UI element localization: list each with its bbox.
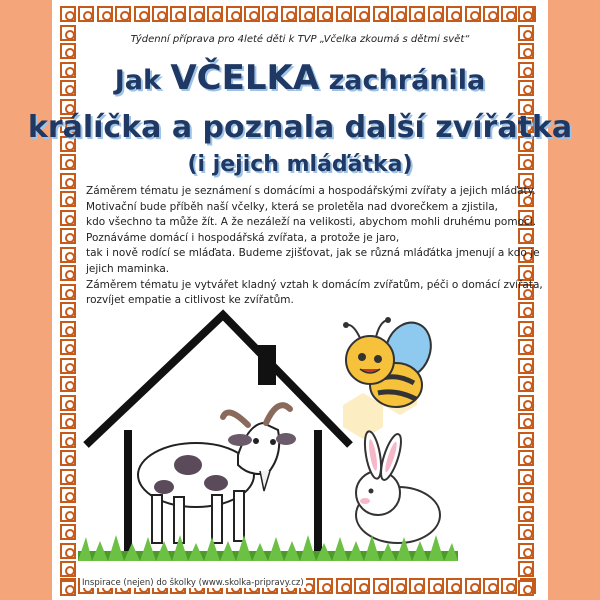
border-tile [409,578,425,594]
border-tile [428,578,444,594]
border-tile [60,191,76,207]
title-emphasis: VČELKA [170,58,320,98]
border-tile [60,524,76,540]
border-tile [60,210,76,226]
text-line: Motivační bude příběh naší včelky, která se proletěla nad dvorečkem a zjistila, [86,200,499,213]
decorative-border-top [60,6,536,24]
border-tile [391,6,407,22]
border-tile [501,6,517,22]
border-tile [373,578,389,594]
border-tile [170,6,186,22]
page-title-line-3: (i jejich mláďátka) [187,152,413,177]
border-tile [60,469,76,485]
border-tile [97,6,113,22]
border-tile [446,578,462,594]
border-tile [60,413,76,429]
text-line: tak i nově rodící se mláďata. Budeme zjišťovat, jak se různá mláďátka jmenují a kdo je [86,247,540,260]
title-suffix: zachránila [319,65,486,96]
border-tile [60,487,76,503]
text-line: Poznáváme domácí i hospodářská zvířata, a protože je jaro, [86,231,400,244]
border-tile [60,265,76,281]
border-tile [60,284,76,300]
border-tile [501,578,517,594]
border-tile [465,6,481,22]
border-tile [409,6,425,22]
border-tile [78,6,94,22]
border-tile [134,6,150,22]
border-tile [60,561,76,577]
border-tile [60,6,76,22]
border-tile [60,339,76,355]
border-tile [483,578,499,594]
border-tile [207,6,223,22]
border-tile [60,302,76,318]
text-line: kdo všechno ta může žít. A že nezáleží na velikosti, abychom mohli druhému pomoci. [86,216,537,229]
border-tile [373,6,389,22]
border-tile [60,580,76,596]
border-tile [483,6,499,22]
border-tile [226,6,242,22]
text-line: Záměrem tématu je seznámení s domácími a hospodářskými zvířaty a jejich mláďaty. [86,185,536,197]
border-tile [60,247,76,263]
border-tile [354,6,370,22]
intro-paragraph [86,184,543,309]
border-tile [60,543,76,559]
page-subtitle: Týdenní příprava pro 4leté děti k TVP „Včelka zkoumá s dětmi svět“ [130,34,470,45]
border-tile [262,6,278,22]
border-tile [518,6,534,22]
border-tile [446,6,462,22]
border-tile [60,321,76,337]
border-tile [336,6,352,22]
text-line: Záměrem tématu je vytvářet kladný vztah k domácím zvířatům, péči o domácí zvířata, [86,278,543,291]
border-tile [465,578,481,594]
border-tile [354,578,370,594]
border-tile [518,580,534,596]
border-tile [428,6,444,22]
border-tile [152,6,168,22]
border-tile [317,6,333,22]
border-tile [336,578,352,594]
border-tile [115,6,131,22]
border-tile [60,358,76,374]
border-tile [281,6,297,22]
farm-illustration [78,305,528,575]
rabbit-icon [356,430,440,543]
border-tile [60,506,76,522]
border-tile [299,6,315,22]
border-tile [317,578,333,594]
bee-icon [343,316,438,439]
footer-credit: Inspirace (nejen) do školky (www.skolka-pripravy.cz) [82,578,304,588]
border-tile [60,395,76,411]
border-tile [244,6,260,22]
border-tile [60,432,76,448]
border-tile [60,228,76,244]
border-tile [60,376,76,392]
goat-icon [138,405,296,543]
border-tile [60,43,76,59]
text-line: rozvíjet empatie a citlivost ke zvířatům. [86,294,294,307]
title-prefix: Jak [114,65,171,96]
border-tile [189,6,205,22]
page-title-line-2: králíčka a poznala další zvířátka [27,110,573,145]
text-line: jejich maminka. [86,262,170,275]
border-tile [60,450,76,466]
border-tile [518,43,534,59]
border-tile [391,578,407,594]
page-title-line-1 [0,58,600,98]
